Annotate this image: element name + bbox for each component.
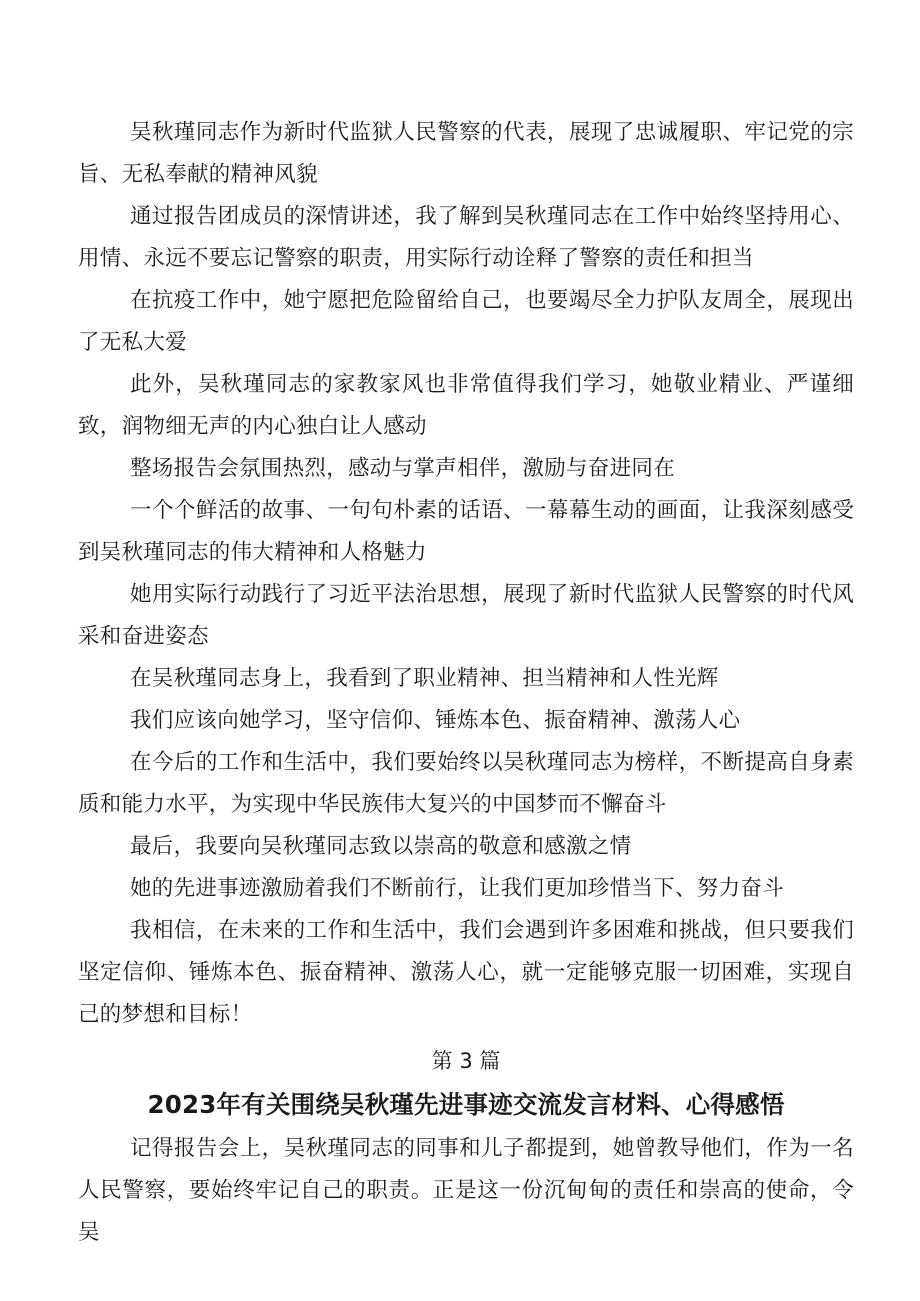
paragraph: 我们应该向她学习，坚守信仰、锤炼本色、振奋精神、激荡人心 [130,708,741,733]
paragraph: 在今后的工作和生活中，我们要始终以吴秋瑾同志为榜样，不断提高自身素质和能力水平，为实现中华民族伟大复兴的中国梦而不懈奋斗 [78,750,854,817]
paragraph: 她的先进事迹激励着我们不断前行，让我们更加珍惜当下、努力奋斗 [130,876,785,901]
paragraph: 她用实际行动践行了习近平法治思想，展现了新时代监狱人民警察的时代风采和奋进姿态 [78,582,854,649]
paragraph: 一个个鲜活的故事、一句句朴素的话语、一幕幕生动的画面，让我深刻感受到吴秋瑾同志的伟大精神和人格魅力 [78,498,854,565]
paragraph: 通过报告团成员的深情讲述，我了解到吴秋瑾同志在工作中始终坚持用心、用情、永远不要忘记警察的职责，用实际行动诠释了警察的责任和担当 [78,204,854,271]
paragraph: 在抗疫工作中，她宁愿把危险留给自己，也要竭尽全力护队友周全，展现出了无私大爱 [78,288,854,355]
paragraph: 在吴秋瑾同志身上，我看到了职业精神、担当精神和人性光辉 [130,666,719,691]
paragraph: 吴秋瑾同志作为新时代监狱人民警察的代表，展现了忠诚履职、牢记党的宗旨、无私奉献的精神风貌 [78,120,854,187]
paragraph: 我相信，在未来的工作和生活中，我们会遇到许多困难和挑战，但只要我们坚定信仰、锤炼本色、振奋精神、激荡人心，就一定能够克服一切困难，实现自己的梦想和目标！ [78,918,854,1027]
section-title: 2023年有关围绕吴秋瑾先进事迹交流发言材料、心得感悟 [147,1090,785,1119]
document-page [78,112,854,1254]
paragraph: 记得报告会上，吴秋瑾同志的同事和儿子都提到，她曾教导他们，作为一名人民警察，要始终牢记自己的职责。正是这一份沉甸甸的责任和崇高的使命，令吴 [78,1136,854,1245]
paragraph: 整场报告会氛围热烈，感动与掌声相伴，激励与奋进同在 [130,456,676,481]
section-label: 第 3 篇 [431,1049,501,1073]
paragraph: 此外，吴秋瑾同志的家教家风也非常值得我们学习，她敬业精业、严谨细致，润物细无声的内心独白让人感动 [78,372,854,439]
paragraph: 最后，我要向吴秋瑾同志致以崇高的敬意和感激之情 [130,834,632,859]
